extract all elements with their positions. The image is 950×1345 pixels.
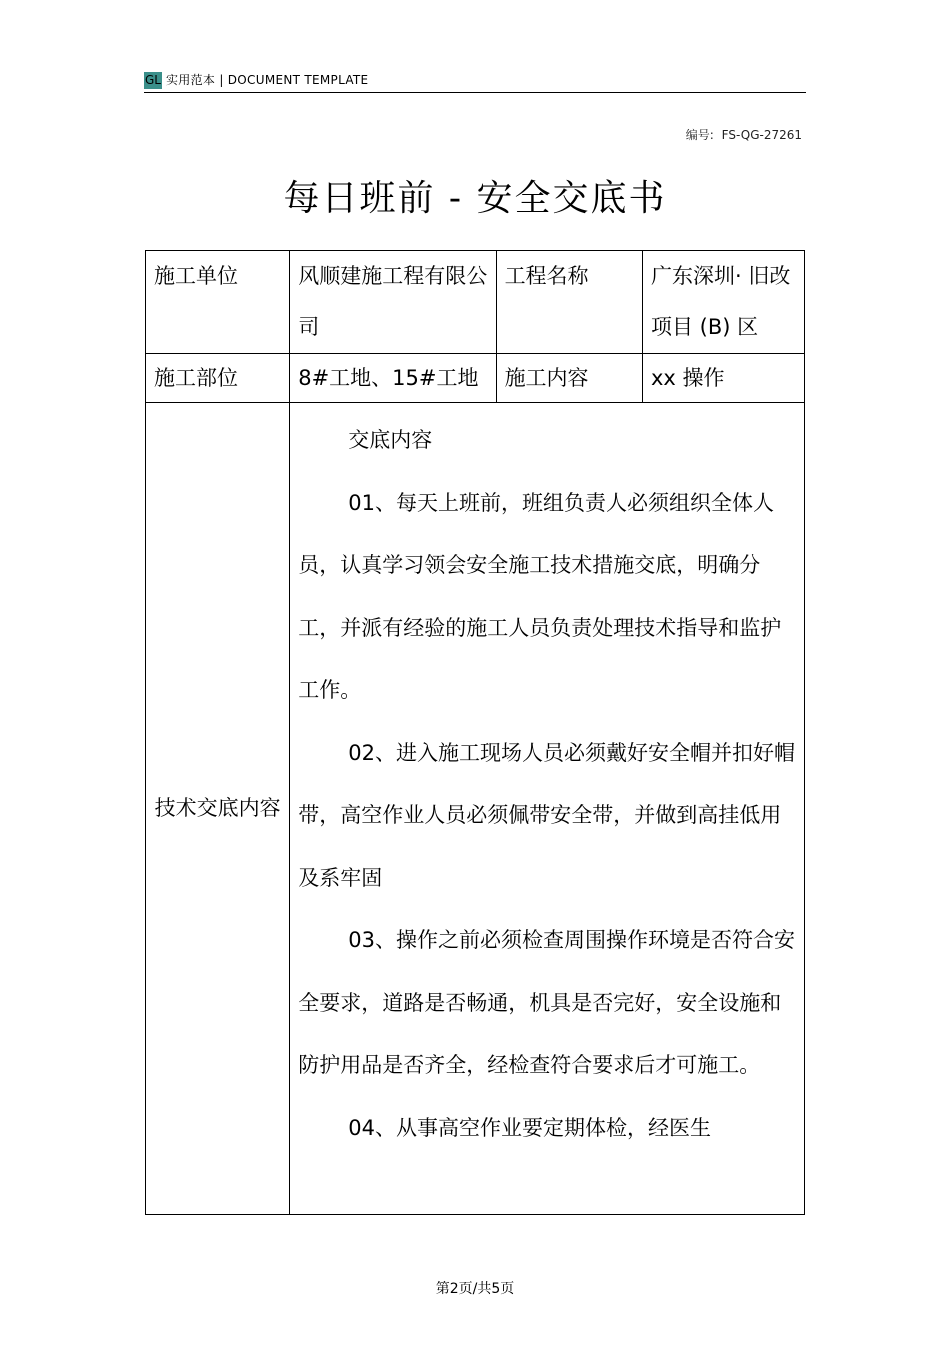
briefing-content — [290, 403, 805, 1215]
brand-logo: GL — [145, 73, 161, 87]
project-name-label: 工程名称 — [496, 251, 642, 354]
construction-unit-label: 施工单位 — [146, 251, 290, 354]
document-number — [682, 126, 802, 143]
page-title: 每日班前 - 安全交底书 — [283, 178, 667, 219]
construction-content-value: xx 操作 — [643, 354, 805, 403]
table-row — [146, 251, 805, 354]
construction-site-value: 8#工地、15#工地 — [290, 354, 496, 403]
briefing-item-2: 02、进入施工现场人员必须戴好安全帽并扣好帽带，高空作业人员必须佩带安全带，并做到高挂低用及系牢固 — [298, 740, 795, 890]
document-number-label: 编号: — [685, 128, 714, 142]
construction-unit-value: 风顺建施工程有限公司 — [290, 251, 496, 354]
page-header — [144, 70, 806, 93]
header-text: 实用范本 | DOCUMENT TEMPLATE — [166, 73, 369, 87]
briefing-item-4: 04、从事高空作业要定期体检，经医生 — [348, 1115, 711, 1140]
construction-site-label: 施工部位 — [146, 354, 290, 403]
construction-content-label: 施工内容 — [496, 354, 642, 403]
project-name-value: 广东深圳· 旧改项目 (B) 区 — [643, 251, 805, 354]
page-number: 第2页/共5页 — [435, 1281, 515, 1297]
document-number-value: FS-QG-27261 — [721, 128, 802, 142]
briefing-heading: 交底内容 — [348, 428, 433, 452]
briefing-item-1: 01、每天上班前，班组负责人必须组织全体人员，认真学习领会安全施工技术措施交底，明确分工，并派有经验的施工人员负责处理技术指导和监护工作。 — [298, 490, 782, 702]
safety-briefing-table — [145, 250, 805, 1215]
table-row — [146, 354, 805, 403]
briefing-item-3: 03、操作之前必须检查周围操作环境是否符合安全要求，道路是否畅通，机具是否完好，安全设施和防护用品是否齐全，经检查符合要求后才可施工。 — [298, 928, 795, 1077]
technical-briefing-label: 技术交底内容 — [146, 403, 290, 1215]
table-row — [146, 403, 805, 1215]
